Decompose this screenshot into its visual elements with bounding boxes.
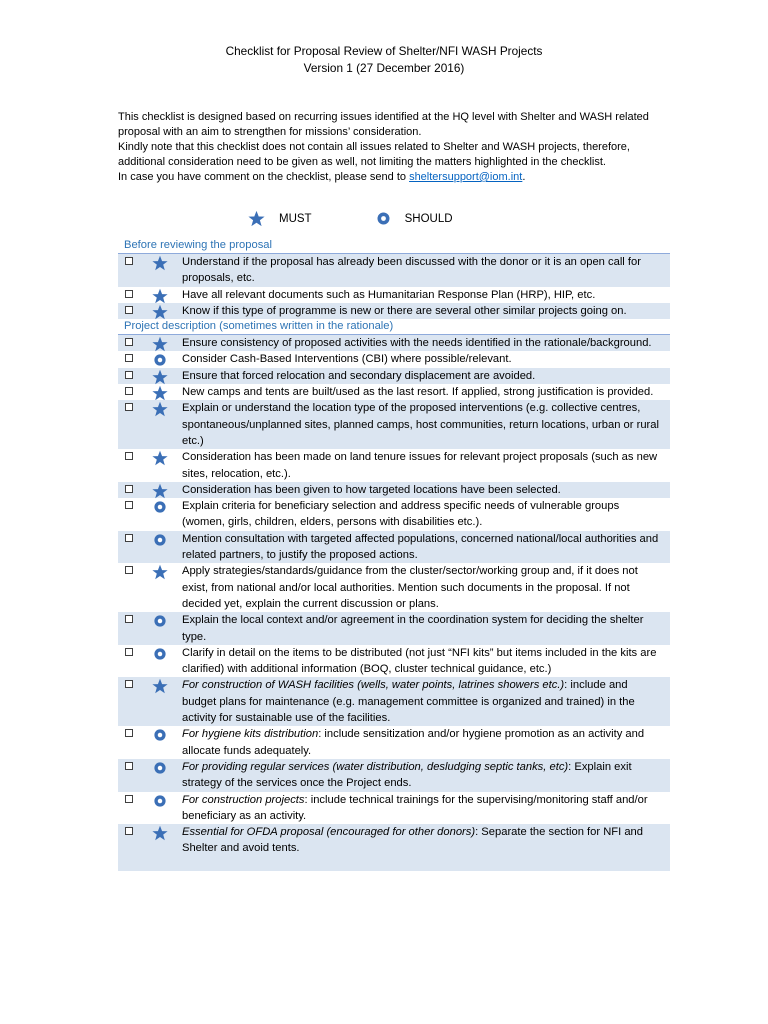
star-icon	[152, 401, 168, 417]
checklist-item-text	[182, 792, 670, 825]
item-italic-prefix: For providing regular services (water distribution, desludging septic tanks, etc)	[182, 760, 569, 773]
checkbox[interactable]	[125, 257, 133, 265]
item-italic-prefix: Essential for OFDA proposal (encouraged for other donors)	[182, 826, 476, 839]
checkbox[interactable]	[125, 648, 133, 656]
checklist-item	[118, 384, 670, 400]
checkbox[interactable]	[125, 762, 133, 770]
intro-text-1: This checklist is designed based on recurring issues identified at the HQ level with Shelter and WASH related proposal with an aim to strengthen for missions’ consideration.	[118, 111, 649, 138]
item-text: : include and budget plans for maintenance (e.g. management committee is organized and trained) in the activity for sustainable use of the facilities.	[182, 679, 635, 725]
checkbox[interactable]	[125, 387, 133, 395]
star-icon	[248, 210, 265, 227]
item-italic-prefix: For construction projects	[182, 793, 305, 806]
checkbox[interactable]	[125, 371, 133, 379]
checkbox[interactable]	[125, 452, 133, 460]
item-text: Have all relevant documents such as Humanitarian Response Plan (HRP), HIP, etc.	[182, 288, 596, 301]
checkbox[interactable]	[125, 290, 133, 298]
checklist-item	[118, 368, 670, 384]
checkbox[interactable]	[125, 680, 133, 688]
checklist-item	[118, 677, 670, 726]
title-line-1: Checklist for Proposal Review of Shelter/NFI WASH Projects	[225, 44, 543, 58]
checkbox[interactable]	[125, 354, 133, 362]
checklist-item	[118, 645, 670, 678]
intro-paragraph	[118, 110, 658, 185]
checklist-item	[118, 612, 670, 645]
star-icon	[152, 483, 168, 499]
document-title	[0, 43, 768, 77]
item-text: : include technical trainings for the supervising/monitoring staff and/or beneficiary as an activity.	[182, 793, 648, 822]
checklist-item-text	[182, 531, 670, 564]
support-email-link[interactable]: sheltersupport@iom.int	[409, 171, 523, 183]
intro-text-3	[118, 170, 658, 185]
checkbox[interactable]	[125, 403, 133, 411]
checklist-item-text	[182, 449, 670, 482]
checklist-item	[118, 759, 670, 792]
checkbox[interactable]	[125, 338, 133, 346]
circle-icon	[153, 728, 169, 744]
item-text: Ensure consistency of proposed activities with the needs identified in the rationale/background.	[182, 337, 652, 350]
item-text: New camps and tents are built/used as the last resort. If applied, strong justification is provided.	[182, 386, 654, 399]
star-icon	[152, 336, 168, 352]
circle-icon	[153, 761, 169, 777]
checklist-item-text	[182, 677, 670, 726]
star-icon	[152, 825, 168, 841]
star-icon	[152, 304, 168, 320]
item-text: : include sensitization and/or hygiene promotion as an activity and allocate funds adequately.	[182, 728, 645, 757]
checklist-item	[118, 482, 670, 498]
checklist-item-text	[182, 498, 670, 531]
star-icon	[152, 564, 168, 580]
checklist	[118, 238, 670, 871]
checklist-item-text	[182, 351, 670, 367]
legend	[248, 210, 453, 227]
checklist-item-text	[182, 563, 670, 612]
checklist-item	[118, 792, 670, 825]
item-text: Apply strategies/standards/guidance from the cluster/sector/working group and, if it does not exist, from national and/or local authorities. Mention such documents in the proposal. If not decided yet, explain the current discussion or plans.	[182, 565, 638, 610]
intro-text-2: Kindly note that this checklist does not contain all issues related to Shelter and WASH projects, therefore, additional consideration need to be given as well, not limiting the matters highlighted in the checklist.	[118, 141, 630, 168]
item-text: Clarify in detail on the items to be distributed (not just “NFI kits” but items included in the kits are clarified) with additional information (BOQ, cluster technical guidance, etc.)	[182, 646, 657, 676]
star-icon	[152, 255, 168, 271]
checkbox[interactable]	[125, 827, 133, 835]
item-text: Understand if the proposal has already been discussed with the donor or it is an open call for proposals, etc.	[182, 256, 641, 285]
checklist-item-text	[182, 726, 670, 759]
star-icon	[152, 450, 168, 466]
checklist-item	[118, 254, 670, 287]
circle-icon	[376, 211, 391, 226]
checklist-item-text	[182, 368, 670, 384]
section-header: Before reviewing the proposal	[118, 238, 670, 254]
intro-text-3-prefix: In case you have comment on the checklist, please send to	[118, 171, 410, 183]
circle-icon	[153, 794, 169, 810]
circle-icon	[153, 614, 169, 630]
checkbox[interactable]	[125, 566, 133, 574]
legend-must	[248, 210, 312, 227]
title-line-2: Version 1 (27 December 2016)	[303, 61, 465, 75]
item-text: Explain or understand the location type of the proposed interventions (e.g. collective centres, spontaneous/unplanned sites, planned camps, host communities, return locations, urban or rural etc.)	[182, 402, 659, 447]
checklist-item	[118, 824, 670, 857]
checklist-item	[118, 287, 670, 303]
circle-icon	[153, 647, 169, 663]
checkbox[interactable]	[125, 485, 133, 493]
checklist-item	[118, 335, 670, 351]
star-icon	[152, 385, 168, 401]
item-text: Know if this type of programme is new or there are several other similar projects going on.	[182, 304, 627, 317]
checkbox[interactable]	[125, 795, 133, 803]
checklist-item-text	[182, 645, 670, 678]
checklist-item-text	[182, 303, 670, 319]
checkbox[interactable]	[125, 615, 133, 623]
checklist-item-text	[182, 287, 670, 303]
item-text: : Explain exit strategy of the services once the Project ends.	[182, 760, 632, 790]
checklist-item-text	[182, 335, 670, 351]
checklist-item	[118, 303, 670, 319]
item-text: Consideration has been made on land tenure issues for relevant project proposals (such as new sites, relocation, etc.).	[182, 451, 658, 480]
item-text: Mention consultation with targeted affected populations, concerned national/local authorities and related partners, to justify the proposed actions.	[182, 532, 659, 562]
checklist-item-text	[182, 824, 670, 857]
item-text: Ensure that forced relocation and secondary displacement are avoided.	[182, 369, 536, 382]
checkbox[interactable]	[125, 501, 133, 509]
checklist-item	[118, 726, 670, 759]
intro-text-3-suffix: .	[522, 171, 526, 183]
star-icon	[152, 288, 168, 304]
item-italic-prefix: For hygiene kits distribution	[182, 728, 319, 741]
checklist-item	[118, 400, 670, 449]
item-text: : Separate the section for NFI and Shelter and avoid tents.	[182, 826, 643, 855]
checklist-item-text	[182, 612, 670, 645]
star-icon	[152, 369, 168, 385]
checklist-item	[118, 563, 670, 612]
checklist-item-text	[182, 759, 670, 792]
star-icon	[152, 678, 168, 694]
checkbox[interactable]	[125, 729, 133, 737]
item-text: Consider Cash-Based Interventions (CBI) where possible/relevant.	[182, 353, 512, 366]
legend-should	[376, 211, 453, 226]
checklist-item-text	[182, 400, 670, 449]
checklist-item-text	[182, 254, 670, 287]
legend-must-label: MUST	[279, 212, 312, 225]
legend-should-label: SHOULD	[404, 212, 453, 225]
checklist-item-text	[182, 482, 670, 498]
item-italic-prefix: For construction of WASH facilities (wells, water points, latrines showers etc.)	[182, 679, 565, 692]
checkbox[interactable]	[125, 306, 133, 314]
checklist-item	[118, 531, 670, 564]
checklist-item	[118, 449, 670, 482]
checkbox[interactable]	[125, 534, 133, 542]
item-text: Explain the local context and/or agreement in the coordination system for deciding the shelter type.	[182, 614, 644, 643]
checklist-item	[118, 498, 670, 531]
section-header: Project description (sometimes written in the rationale)	[118, 319, 670, 335]
item-text: Explain criteria for beneficiary selection and address specific needs of vulnerable groups (women, girls, children, elders, persons with disabilities etc.).	[182, 500, 620, 529]
item-text: Consideration has been given to how targeted locations have been selected.	[182, 483, 561, 496]
circle-icon	[153, 500, 169, 516]
checklist-item	[118, 351, 670, 367]
checklist-item-text	[182, 384, 670, 400]
circle-icon	[153, 533, 169, 549]
table-bottom-fill	[118, 857, 670, 871]
